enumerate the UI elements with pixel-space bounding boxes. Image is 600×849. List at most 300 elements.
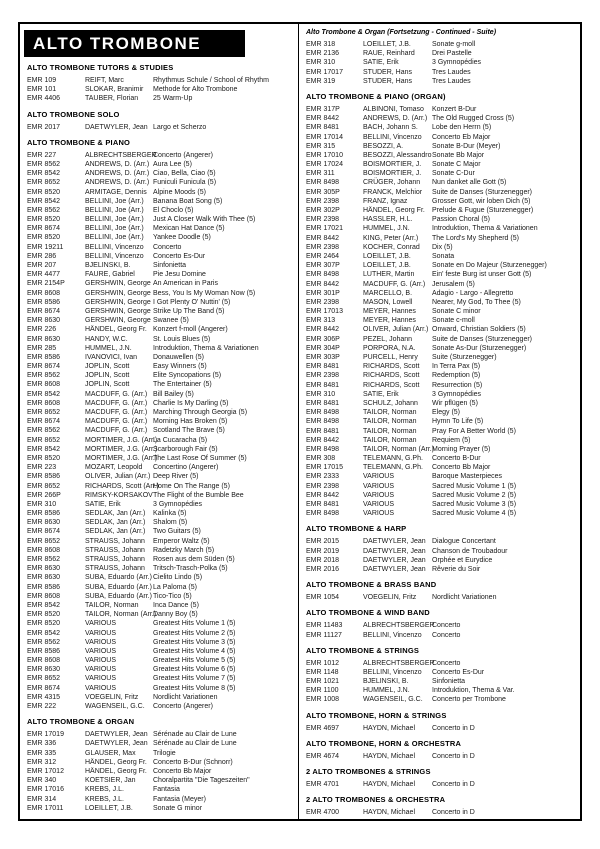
- product-code: EMR 340: [27, 777, 57, 785]
- work-title: Sonate C-Dur: [432, 170, 475, 178]
- catalog-entry: [27, 344, 295, 353]
- product-code: EMR 8630: [27, 317, 61, 325]
- catalog-entry: [306, 160, 577, 169]
- work-title: Konzert B-Dur: [432, 105, 477, 113]
- composer-name: REIFT, Marc: [85, 77, 124, 84]
- catalog-entry: [27, 555, 295, 564]
- work-title: Hymn To Life (5): [432, 418, 484, 426]
- composer-name: SEDLAK, Jan (Arr.): [85, 510, 146, 518]
- catalog-entry: [306, 427, 577, 436]
- product-code: EMR 101: [27, 86, 57, 94]
- catalog-entry: [27, 243, 295, 252]
- work-title: Rhythmus Schule / School of Rhythm: [153, 77, 269, 84]
- product-code: EMR 8520: [27, 188, 61, 196]
- work-title: Sonate en Do Majeur (Sturzenegger): [432, 262, 547, 270]
- catalog-entry: [306, 307, 577, 316]
- composer-name: BELLINI, Vincenzo: [363, 668, 422, 676]
- work-title: Concerto: [432, 622, 461, 630]
- work-title: Sacred Music Volume 2 (5): [432, 491, 517, 499]
- catalog-entry: [306, 695, 577, 704]
- product-code: EMR 226: [27, 326, 57, 334]
- composer-name: STRAUSS, Johann: [85, 556, 145, 563]
- product-code: EMR 17010: [306, 151, 343, 159]
- composer-name: HÄNDEL, Georg Fr.: [85, 326, 147, 334]
- work-title: Scotland The Brave (5): [153, 427, 225, 435]
- work-title: Inca Dance (5): [153, 601, 199, 609]
- work-title: Sonata: [432, 252, 455, 260]
- product-code: EMR 8481: [306, 427, 340, 435]
- composer-name: HAYDN, Michael: [363, 724, 415, 732]
- work-title: 3 Gymnopédies: [432, 59, 482, 67]
- product-code: EMR 2136: [306, 50, 340, 58]
- product-code: EMR 2018: [306, 556, 340, 564]
- product-code: EMR 8481: [306, 501, 340, 508]
- catalog-entry: [306, 133, 577, 142]
- catalog-entry: [27, 151, 295, 160]
- composer-name: GERSHWIN, George: [85, 307, 151, 315]
- composer-name: GERSHWIN, George: [85, 317, 151, 325]
- product-code: EMR 8498: [306, 179, 340, 187]
- product-code: EMR 8652: [27, 436, 61, 444]
- work-title: Greatest Hits Volume 8 (5): [153, 684, 236, 692]
- composer-name: SATIE, Erik: [363, 59, 399, 67]
- catalog-entry: [27, 573, 295, 582]
- product-code: EMR 4406: [27, 95, 61, 103]
- work-title: Rosen aus dem Süden (5): [153, 556, 235, 563]
- work-title: Alpine Moods (5): [153, 188, 206, 196]
- composer-name: LUTHER, Martin: [363, 271, 415, 279]
- product-code: EMR 17017: [306, 68, 343, 76]
- product-code: EMR 1100: [306, 687, 339, 695]
- product-code: EMR 8652: [27, 537, 61, 545]
- work-title: Fantasia: [153, 786, 180, 794]
- work-title: Easy Winners (5): [153, 363, 207, 371]
- catalog-entry: [27, 537, 295, 546]
- catalog-entry: [306, 252, 577, 261]
- catalog-entry: [27, 482, 295, 491]
- product-code: EMR 8586: [27, 510, 61, 518]
- catalog-entry: [27, 233, 295, 242]
- work-title: Concerto B-Dur: [432, 455, 481, 463]
- catalog-entry: [306, 58, 577, 67]
- catalog-entry: [27, 224, 295, 233]
- work-title: Suite (Sturzenegger): [432, 354, 497, 361]
- composer-name: JOPLIN, Scott: [85, 363, 130, 371]
- product-code: EMR 2398: [306, 482, 340, 490]
- composer-name: STRAUSS, Johann: [85, 546, 145, 554]
- work-title: 3 Gymnopédies: [153, 500, 203, 508]
- product-code: EMR 8674: [27, 307, 61, 315]
- catalog-entry: [27, 206, 295, 215]
- catalog-entry: [306, 780, 577, 789]
- product-code: EMR 318: [306, 41, 336, 48]
- work-title: Yankee Doodle (5): [153, 234, 211, 242]
- work-title: Concerto in D: [432, 809, 475, 817]
- catalog-entry: [306, 234, 577, 243]
- catalog-entry: [306, 215, 577, 224]
- composer-name: BOISMORTIER, J.: [363, 170, 422, 178]
- work-title: The Flight of the Bumble Bee: [153, 491, 244, 499]
- work-title: Sonate C minor: [432, 308, 481, 316]
- work-title: Tres Laudes: [432, 77, 471, 85]
- product-code: EMR 302P: [306, 207, 340, 214]
- catalog-entry: [27, 335, 295, 344]
- product-code: EMR 8481: [306, 124, 340, 132]
- product-code: EMR 17024: [306, 161, 343, 169]
- composer-name: RICHARDS, Scott: [363, 372, 420, 380]
- catalog-entry: [27, 472, 295, 481]
- right-column: [299, 24, 580, 819]
- catalog-entry: [306, 500, 577, 509]
- composer-name: STUDER, Hans: [363, 68, 413, 76]
- product-code: EMR 335: [27, 749, 57, 757]
- product-code: EMR 2398: [306, 298, 340, 306]
- product-code: EMR 11127: [306, 631, 342, 639]
- catalog-entry: [27, 289, 295, 298]
- composer-name: VARIOUS: [85, 684, 116, 692]
- catalog-entry: [27, 445, 295, 454]
- work-title: Concerto (Angerer): [153, 703, 213, 710]
- catalog-entry: [306, 463, 577, 472]
- composer-name: OLIVER, Julian (Arr.): [85, 473, 151, 481]
- work-title: Sacred Music Volume 4 (5): [432, 510, 517, 518]
- composer-name: TAILOR, Norman (Arr.): [363, 445, 435, 453]
- product-code: EMR 4674: [306, 752, 340, 760]
- work-title: Redemption (5): [432, 372, 481, 380]
- work-title: Two Guitars (5): [153, 528, 201, 536]
- product-code: EMR 2019: [306, 547, 340, 555]
- composer-name: TAILOR, Norman (Arr.): [85, 611, 157, 619]
- catalog-entry: [27, 399, 295, 408]
- catalog-entry: [27, 674, 295, 683]
- catalog-entry: [27, 601, 295, 610]
- work-title: Radetzky March (5): [153, 546, 215, 554]
- product-code: EMR 8586: [27, 473, 61, 481]
- catalog-entry: [306, 335, 577, 344]
- catalog-entry: [27, 123, 295, 132]
- work-title: Concerto: [432, 631, 461, 639]
- composer-name: ARMITAGE, Dennis: [85, 188, 147, 196]
- product-code: EMR 2398: [306, 197, 340, 205]
- product-code: EMR 1054: [306, 594, 340, 602]
- work-title: Banana Boat Song (5): [153, 197, 223, 205]
- composer-name: FAURE, Gabriel: [85, 271, 135, 279]
- work-title: Greatest Hits Volume 2 (5): [153, 629, 236, 637]
- composer-name: MORTIMER, J.G. (Arr.): [85, 454, 158, 462]
- composer-name: DAETWYLER, Jean: [363, 547, 426, 555]
- catalog-entry: [306, 399, 577, 408]
- composer-name: KREBS, J.L.: [85, 795, 124, 803]
- composer-name: KREBS, J.L.: [85, 786, 124, 794]
- work-title: Chanson de Troubadour: [432, 547, 508, 555]
- product-code: EMR 8542: [27, 601, 61, 609]
- catalog-entry: [306, 40, 577, 49]
- catalog-entry: [27, 362, 295, 371]
- work-title: Marching Through Georgia (5): [153, 409, 248, 416]
- composer-name: BELLINI, Vincenzo: [363, 631, 422, 639]
- composer-name: HAYDN, Michael: [363, 752, 415, 760]
- composer-name: HÄNDEL, Georg Fr.: [85, 767, 147, 775]
- catalog-entry: [27, 417, 295, 426]
- catalog-entry: [27, 94, 295, 103]
- work-title: Introduktion, Thema & Variationen: [153, 344, 259, 352]
- composer-name: HÄNDEL, Georg Fr.: [363, 207, 425, 214]
- catalog-entry: [27, 353, 295, 362]
- catalog-entry: [27, 436, 295, 445]
- work-title: 25 Warm-Up: [153, 95, 193, 103]
- catalog-entry: [27, 629, 295, 638]
- composer-name: TELEMANN, G.Ph.: [363, 464, 423, 472]
- work-title: An American in Paris: [153, 280, 218, 288]
- composer-name: HAYDN, Michael: [363, 809, 415, 817]
- product-code: EMR 2398: [306, 216, 340, 224]
- composer-name: HUMMEL, J.N.: [85, 344, 132, 352]
- catalog-entry: [27, 758, 295, 767]
- catalog-entry: [306, 445, 577, 454]
- catalog-entry: [306, 436, 577, 445]
- work-title: Cielito Lindo (5): [153, 574, 203, 582]
- catalog-entry: [27, 656, 295, 665]
- composer-name: VARIOUS: [85, 620, 116, 628]
- catalog-entry: [306, 142, 577, 151]
- catalog-entry: [306, 325, 577, 334]
- composer-name: OLIVER, Julian (Arr.): [363, 326, 429, 334]
- work-title: Funiculi Funicula (5): [153, 179, 217, 187]
- work-title: Nearer, My God, To Thee (5): [432, 298, 521, 306]
- composer-name: GERSHWIN, George: [85, 298, 151, 306]
- catalog-entry: [27, 169, 295, 178]
- catalog-entry: [27, 307, 295, 316]
- product-code: EMR 2398: [306, 243, 340, 251]
- composer-name: VARIOUS: [363, 482, 394, 490]
- composer-name: BESOZZI, Alessandro: [363, 151, 432, 159]
- composer-name: SEDLAK, Jan (Arr.): [85, 528, 146, 536]
- composer-name: VOEGELIN, Fritz: [363, 594, 417, 602]
- composer-name: FRANZ, Ignaz: [363, 197, 408, 205]
- composer-name: RICHARDS, Scott: [363, 363, 420, 371]
- work-title: Charlie Is My Darling (5): [153, 399, 229, 407]
- composer-name: LOEILLET, J.B.: [363, 41, 411, 48]
- catalog-entry: [306, 593, 577, 602]
- work-title: St. Louis Blues (5): [153, 335, 211, 343]
- work-title: Shalom (5): [153, 519, 188, 527]
- work-title: Sacred Music Volume 3 (5): [432, 501, 517, 508]
- product-code: EMR 4477: [27, 271, 61, 279]
- work-title: Concerto Es-Dur: [153, 252, 206, 260]
- composer-name: PORPORA, N.A.: [363, 344, 416, 352]
- work-title: Passion Choral (5): [432, 216, 490, 224]
- composer-name: TAUBER, Florian: [85, 95, 139, 103]
- composer-name: BELLINI, Joe (Arr.): [85, 197, 144, 205]
- product-code: EMR 207: [27, 262, 57, 269]
- work-title: Resurrection (5): [432, 381, 483, 389]
- composer-name: VARIOUS: [85, 647, 116, 655]
- composer-name: HUMMEL, J.N.: [363, 225, 410, 233]
- work-title: Sérénade au Clair de Lune: [153, 740, 237, 748]
- composer-name: DAETWYLER, Jean: [363, 538, 426, 546]
- catalog-entry: [27, 215, 295, 224]
- composer-name: BELLINI, Joe (Arr.): [85, 225, 144, 233]
- work-title: Largo et Scherzo: [153, 123, 207, 131]
- catalog-entry: [306, 197, 577, 206]
- product-code: EMR 303P: [306, 354, 340, 361]
- work-title: Morning Prayer (5): [432, 445, 491, 453]
- catalog-entry: [27, 702, 295, 711]
- product-code: EMR 310: [306, 59, 336, 67]
- section-header: ALTO TROMBONE & STRINGS: [306, 645, 420, 655]
- work-title: Lobe den Herrn (5): [432, 124, 492, 132]
- composer-name: KOCHER, Conrad: [363, 243, 420, 251]
- catalog-entry: [27, 279, 295, 288]
- product-code: EMR 8498: [306, 445, 340, 453]
- catalog-entry: [27, 325, 295, 334]
- composer-name: VARIOUS: [85, 675, 116, 683]
- composer-name: RICHARDS, Scott: [363, 381, 420, 389]
- composer-name: JOPLIN, Scott: [85, 381, 130, 389]
- work-title: Bess, You Is My Woman Now (5): [153, 289, 256, 297]
- work-title: Concerto (Angerer): [153, 151, 213, 159]
- catalog-entry: [306, 151, 577, 160]
- product-code: EMR 8586: [27, 647, 61, 655]
- product-code: EMR 8652: [27, 482, 61, 490]
- work-title: Morning Has Broken (5): [153, 418, 228, 426]
- catalog-entry: [306, 509, 577, 518]
- product-code: EMR 8520: [27, 454, 61, 462]
- product-code: EMR 8608: [27, 546, 61, 554]
- catalog-entry: [27, 638, 295, 647]
- catalog-entry: [306, 224, 577, 233]
- composer-name: MORTIMER, J.G. (Arr.): [85, 436, 158, 444]
- product-code: EMR 8608: [27, 657, 61, 665]
- composer-name: KOETSIER, Jan: [85, 777, 136, 785]
- product-code: EMR 4700: [306, 809, 340, 817]
- catalog-entry: [27, 270, 295, 279]
- work-title: Orphée et Eurydice: [432, 556, 493, 564]
- work-title: Greatest Hits Volume 7 (5): [153, 675, 236, 683]
- catalog-entry: [27, 380, 295, 389]
- catalog-entry: [306, 537, 577, 546]
- catalog-entry: [27, 426, 295, 435]
- catalog-entry: [306, 371, 577, 380]
- product-code: EMR 17014: [306, 133, 343, 141]
- composer-name: SUBA, Eduardo (Arr.): [85, 583, 152, 591]
- catalog-entry: [27, 564, 295, 573]
- catalog-entry: [306, 270, 577, 279]
- work-title: Introduktion, Thema & Var.: [432, 687, 515, 695]
- catalog-entry: [306, 381, 577, 390]
- composer-name: ALBINONI, Tomaso: [363, 105, 424, 113]
- product-code: EMR 8520: [27, 611, 61, 619]
- catalog-entry: [306, 353, 577, 362]
- composer-name: IVANOVICI, Ivan: [85, 353, 137, 361]
- catalog-entry: [306, 417, 577, 426]
- work-title: Tres Laudes: [432, 68, 471, 76]
- product-code: EMR 2398: [306, 372, 340, 380]
- work-title: Concerto B-Dur (Schnorr): [153, 758, 233, 766]
- product-code: EMR 8674: [27, 225, 61, 233]
- work-title: Swanee (5): [153, 317, 189, 325]
- composer-name: STRAUSS, Johann: [85, 565, 145, 573]
- work-title: Concerto Bb Major: [432, 464, 491, 472]
- catalog-entry: [27, 693, 295, 702]
- product-code: EMR 310: [306, 390, 336, 398]
- continuation-header: Alto Trombone & Organ (Fortsetzung - Continued - Suite): [306, 29, 497, 36]
- composer-name: RIMSKY-KORSAKOV: [85, 491, 153, 499]
- composer-name: BELLINI, Vincenzo: [85, 252, 144, 260]
- work-title: Suite de Danses (Sturzenegger): [432, 335, 532, 343]
- catalog-entry: [306, 752, 577, 761]
- work-title: Sinfonietta: [153, 262, 187, 269]
- composer-name: PEZEL, Johann: [363, 335, 413, 343]
- composer-name: DAETWYLER, Jean: [85, 740, 148, 748]
- composer-name: DAETWYLER, Jean: [85, 123, 148, 131]
- work-title: Sonate C Major: [432, 161, 481, 169]
- product-code: EMR 227: [27, 151, 57, 159]
- work-title: Sonate B-Dur (Meyer): [432, 142, 501, 150]
- product-code: EMR 19211: [27, 243, 64, 251]
- catalog-entry: [27, 85, 295, 94]
- catalog-entry: [306, 188, 577, 197]
- product-code: EMR 8520: [27, 620, 61, 628]
- catalog-entry: [306, 261, 577, 270]
- work-title: Concerto Es-Dur: [432, 668, 485, 676]
- work-title: The Entertainer (5): [153, 381, 212, 389]
- composer-name: MASON, Lowell: [363, 298, 413, 306]
- product-code: EMR 8562: [27, 638, 61, 646]
- product-code: EMR 315: [306, 142, 336, 150]
- catalog-entry: [27, 583, 295, 592]
- product-code: EMR 8542: [27, 390, 61, 398]
- work-title: Donauwellen (5): [153, 353, 204, 361]
- product-code: EMR 307P: [306, 262, 340, 270]
- product-code: EMR 2464: [306, 252, 340, 260]
- product-code: EMR 2017: [27, 123, 61, 131]
- work-title: Introduktion, Thema & Variationen: [432, 225, 538, 233]
- product-code: EMR 8542: [27, 445, 61, 453]
- work-title: Mexican Hat Dance (5): [153, 225, 225, 233]
- composer-name: VARIOUS: [85, 666, 116, 674]
- composer-name: HAYDN, Michael: [363, 781, 415, 788]
- work-title: Bill Bailey (5): [153, 390, 194, 398]
- product-code: EMR 8652: [27, 409, 61, 416]
- product-code: EMR 286: [27, 252, 57, 260]
- work-title: Elite Syncopations (5): [153, 372, 222, 380]
- work-title: Pray For A Better World (5): [432, 427, 516, 435]
- composer-name: LOEILLET, J.B.: [363, 262, 411, 270]
- work-title: Nun danket alle Gott (5): [432, 179, 507, 187]
- product-code: EMR 8608: [27, 289, 61, 297]
- composer-name: TAILOR, Norman: [363, 409, 417, 417]
- catalog-entry: [306, 68, 577, 77]
- catalog-entry: [306, 668, 577, 677]
- work-title: Sonate Bb Major: [432, 151, 485, 159]
- composer-name: VOEGELIN, Fritz: [85, 693, 139, 701]
- catalog-entry: [306, 49, 577, 58]
- catalog-entry: [306, 724, 577, 733]
- section-header: ALTO TROMBONE & WIND BAND: [306, 608, 430, 618]
- work-title: Greatest Hits Volume 1 (5): [153, 620, 236, 628]
- catalog-entry: [27, 619, 295, 628]
- composer-name: RAUE, Reinhard: [363, 50, 415, 58]
- product-code: EMR 8674: [27, 418, 61, 426]
- catalog-entry: [306, 472, 577, 481]
- composer-name: BJELINSKI, B.: [85, 262, 131, 269]
- composer-name: TAILOR, Norman: [85, 601, 139, 609]
- composer-name: TAILOR, Norman: [363, 427, 417, 435]
- composer-name: VARIOUS: [85, 629, 116, 637]
- work-title: Concerto Bb Major: [153, 767, 212, 775]
- product-code: EMR 8520: [27, 234, 61, 242]
